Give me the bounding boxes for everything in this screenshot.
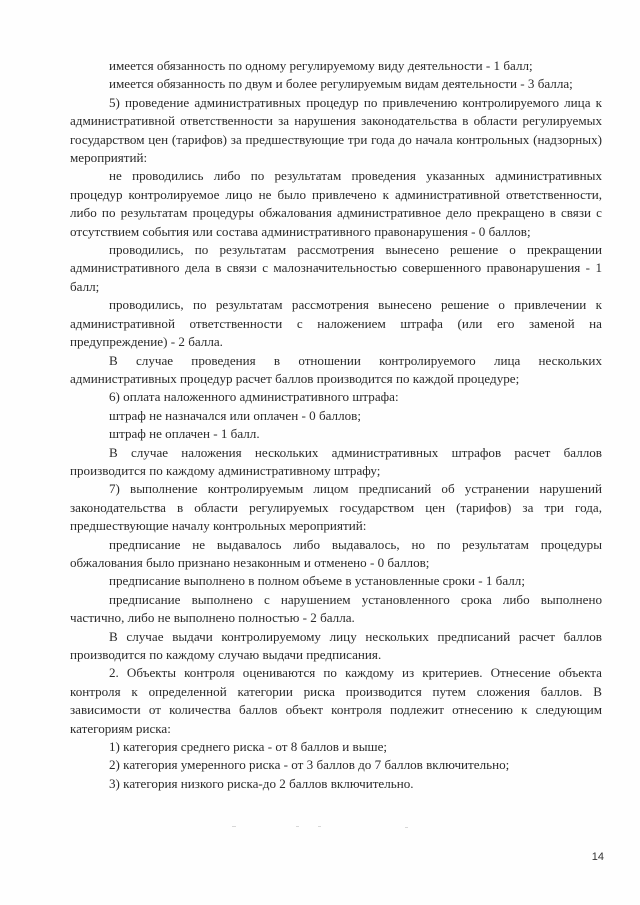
paragraph: штраф не назначался или оплачен - 0 баллов; [109, 407, 361, 423]
paragraph: 1) категория среднего риска - от 8 баллов и выше; [109, 739, 388, 755]
scan-speck [318, 826, 321, 827]
paragraph: 3) категория низкого риска-до 2 баллов включительно. [109, 775, 414, 791]
scan-speck [296, 826, 299, 827]
paragraph: В случае наложения нескольких административных штрафов расчет баллов производится по каждому административному штрафу; [70, 444, 602, 478]
paragraph: не проводились либо по результатам проведения указанных административных процедур контролируемое лицо не было привлечено к административной ответственности, либо по результатам процедуры обжалования административное дело прекращено в связи с отсутствием события или состава административного правонарушения - 0 баллов; [70, 168, 602, 239]
paragraph: имеется обязанность по двум и более регулируемым видам деятельности - 3 балла; [109, 76, 573, 92]
paragraph: предписание выполнено с нарушением установленного срока либо выполнено частично, либо не выполнено полностью - 2 балла. [70, 591, 602, 626]
paragraph: 5) проведение административных процедур по привлечению контролируемого лица к административной ответственности за нарушения законодательства в области регулируемых государством цен (тарифов) за предшествующие три года до начала контрольных (надзорных) мероприятий: [70, 94, 602, 166]
scan-speck [232, 826, 236, 827]
document-body [70, 57, 602, 793]
paragraph: 2. Объекты контроля оцениваются по каждому из критериев. Отнесение объекта контроля к определенной категории риска производится путем сложения баллов. В зависимости от количества баллов объект контроля подлежит отнесению к следующим категориям риска: [70, 665, 602, 736]
paragraph: проводились, по результатам рассмотрения вынесено решение о привлечении к административной ответственности с наложением штрафа (или его заменой на предупреждение) - 2 балла. [70, 297, 602, 350]
paragraph: В случае выдачи контролируемому лицу нескольких предписаний расчет баллов производится по каждому случаю выдачи предписания. [70, 628, 602, 662]
paragraph: штраф не оплачен - 1 балл. [109, 426, 260, 442]
scan-speck [405, 827, 408, 828]
paragraph: предписание не выдавалось либо выдавалось, но по результатам процедуры обжалования было признано незаконным и отменено - 0 баллов; [70, 536, 602, 570]
paragraph: имеется обязанность по одному регулируемому виду деятельности - 1 балл; [109, 58, 533, 73]
paragraph: предписание выполнено в полном объеме в установленные сроки - 1 балл; [109, 573, 525, 589]
paragraph: 7) выполнение контролируемым лицом предписаний об устранении нарушений законодательства в области регулируемых государством цен (тарифов) за три года, предшествующие началу контрольных мероприятий: [70, 481, 602, 534]
paragraph: 2) категория умеренного риска - от 3 баллов до 7 баллов включительно; [109, 757, 510, 773]
paragraph: В случае проведения в отношении контролируемого лица нескольких административных процедур расчет баллов производится по каждой процедуре; [70, 352, 602, 386]
paragraph: проводились, по результатам рассмотрения вынесено решение о прекращении административного дела в связи с малозначительностью совершенного правонарушения - 1 балл; [70, 242, 602, 294]
paragraph: 6) оплата наложенного административного штрафа: [109, 389, 399, 405]
page-number: 14 [591, 851, 604, 863]
